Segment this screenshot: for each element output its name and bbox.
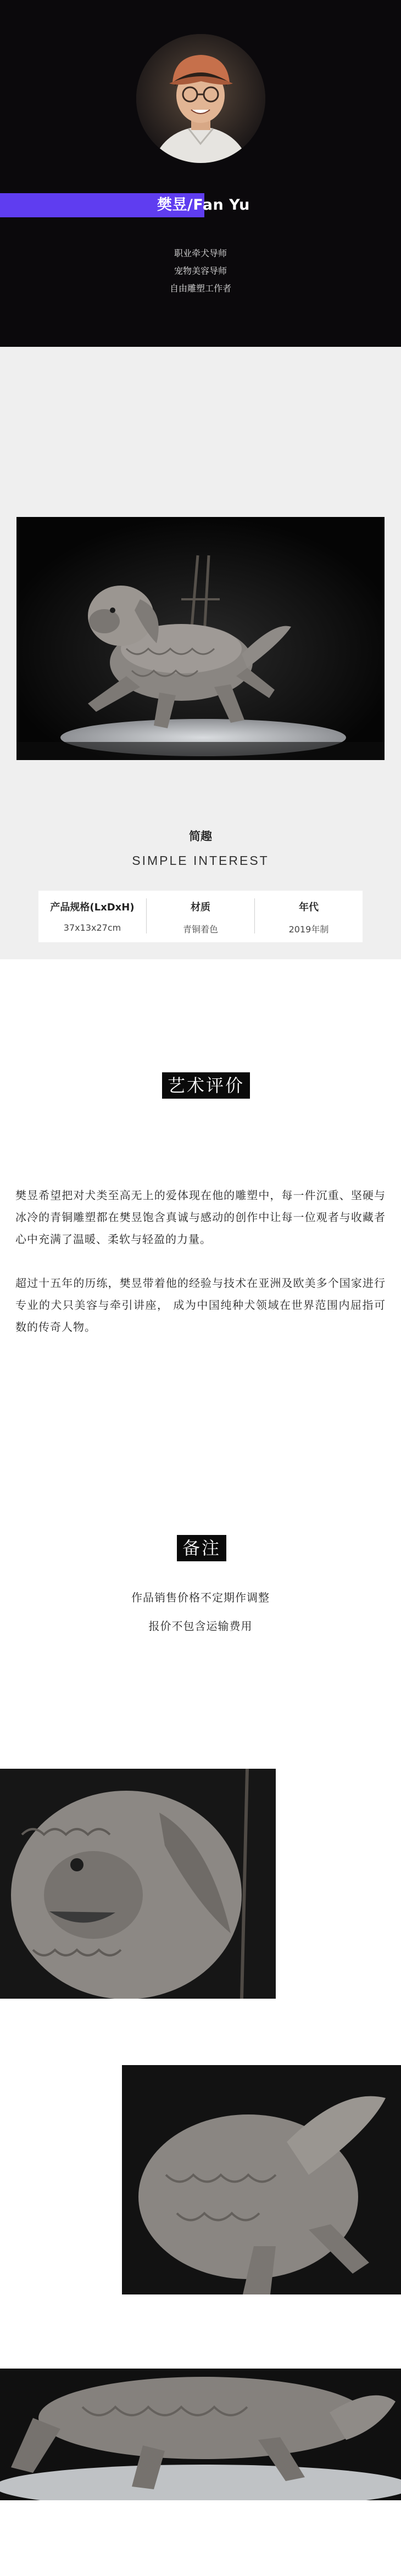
detail-photo-head	[0, 1769, 276, 1999]
sculpture-photo	[16, 517, 385, 760]
title-line: 宠物美容导师	[174, 266, 227, 276]
product-subtitle: SIMPLE INTEREST	[132, 853, 269, 868]
title-line: 职业牵犬导师	[174, 248, 227, 258]
spec-material	[147, 891, 254, 942]
detail-photo-tail	[122, 2065, 401, 2294]
product-title: 简趣	[189, 830, 212, 843]
detail-photo-base	[0, 2369, 401, 2500]
notes-heading: 备注	[177, 1535, 226, 1561]
spec-value: 青铜着色	[182, 924, 218, 935]
spec-size	[38, 891, 146, 942]
spec-label: 产品规格(LxDxH)	[50, 902, 135, 913]
spec-year	[255, 891, 363, 942]
spec-value: 37x13x27cm	[63, 923, 121, 933]
spec-label: 材质	[191, 902, 210, 913]
spec-card	[38, 891, 363, 942]
commentary-paragraph: 超过十五年的历练，樊昱带着他的经验与技术在亚洲及欧美多个国家进行专业的犬只美容与牵引讲座， 成为中国纯种犬领域在世界范围内屈指可数的传奇人物。	[15, 1276, 386, 1334]
commentary-paragraph: 樊昱希望把对犬类至高无上的爱体现在他的雕塑中，每一件沉重、坚硬与冰冷的青铜雕塑都在樊昱饱含真诚与感动的创作中让每一位观者与收藏者心中充满了温暖、柔软与轻盈的力量。	[15, 1189, 386, 1246]
note-line: 作品销售价格不定期作调整	[131, 1591, 270, 1604]
spec-value: 2019年制	[288, 924, 329, 935]
artist-avatar	[136, 34, 265, 163]
note-line: 报价不包含运输费用	[148, 1619, 253, 1633]
title-line: 自由雕塑工作者	[169, 283, 231, 294]
artist-name: 樊昱/Fan Yu	[157, 196, 250, 213]
commentary-heading: 艺术评价	[162, 1072, 250, 1099]
spec-label: 年代	[299, 902, 319, 913]
artist-titles	[132, 245, 269, 297]
